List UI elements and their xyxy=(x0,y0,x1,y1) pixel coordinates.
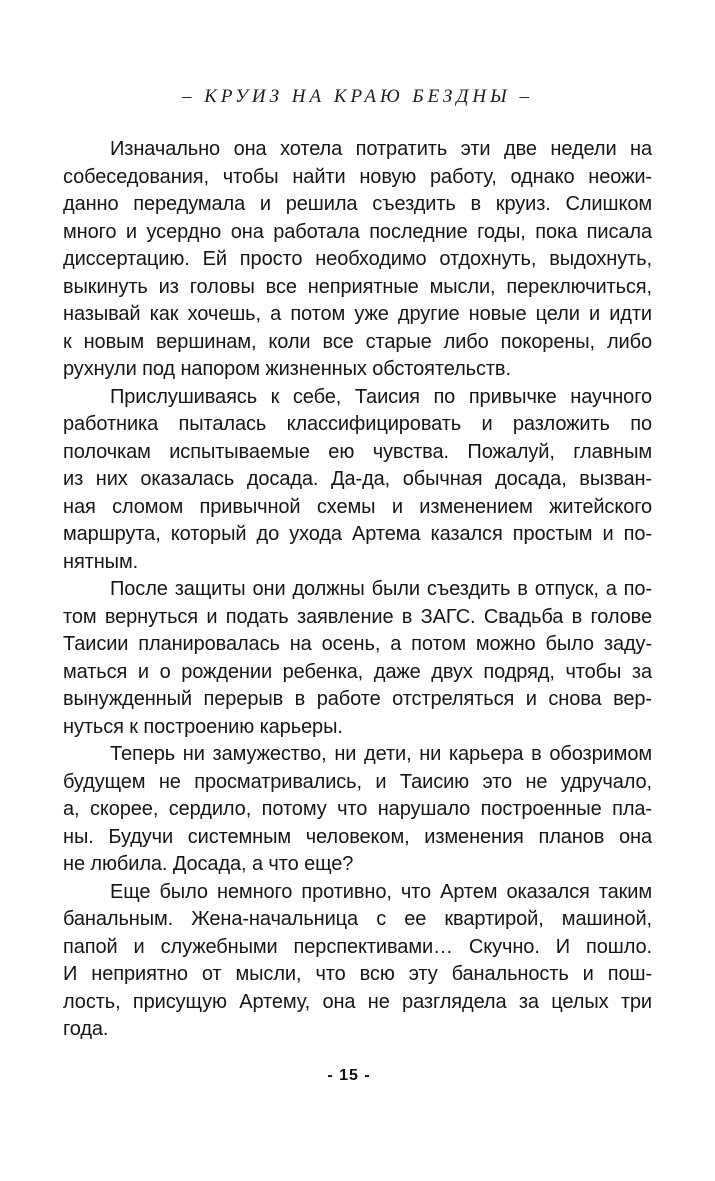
text-line: будущем не просматривались, и Таисию это не удручало, xyxy=(63,770,652,793)
text-line: нуться к построению карьеры. xyxy=(63,715,343,738)
text-line: из них оказалась досада. Да-да, обычная досада, вызван- xyxy=(63,468,652,490)
paragraph xyxy=(63,879,652,1044)
running-header: – КРУИЗ НА КРАЮ БЕЗДНЫ – xyxy=(182,86,533,107)
text-line: диссертацию. Ей просто необходимо отдохнуть, выдохнуть, xyxy=(63,248,652,270)
text-line: Еще было немного противно, что Артем оказался таким xyxy=(110,880,652,903)
text-line: ны. Будучи системным человеком, изменения планов она xyxy=(63,825,652,848)
text-line: не любила. Досада, а что еще? xyxy=(63,853,354,875)
text-line: работника пыталась классифицировать и разложить по xyxy=(63,413,652,435)
paragraph xyxy=(63,136,652,384)
text-line: лость, присущую Артему, она не разглядела за целых три xyxy=(63,990,652,1013)
text-line: Теперь ни замужество, ни дети, ни карьера в обозримом xyxy=(110,743,652,765)
text-line: к новым вершинам, коли все старые либо покорены, либо xyxy=(63,330,652,353)
text-line: называй как хочешь, а потом уже другие новые цели и идти xyxy=(63,303,652,325)
text-line: Прислушиваясь к себе, Таисия по привычке научного xyxy=(110,385,652,408)
text-line: нятным. xyxy=(63,550,139,573)
text-line: маться и о рождении ребенка, даже двух подряд, чтобы за xyxy=(63,660,652,683)
text-line: После защиты они должны были съездить в отпуск, а по- xyxy=(110,578,652,600)
text-line: ная сломом привычной схемы и изменением житейского xyxy=(63,495,652,518)
paragraph xyxy=(63,384,652,577)
text-line: рухнули под напором жизненных обстоятельств. xyxy=(63,358,511,380)
text-line: Таисии планировалась на осень, а потом можно было заду- xyxy=(63,633,652,655)
page-number: - 15 - xyxy=(327,1067,371,1084)
text-line: И неприятно от мысли, что всю эту банальность и пош- xyxy=(63,963,652,985)
paragraph xyxy=(63,741,652,879)
text-line: а, скорее, сердило, потому что нарушало построенные пла- xyxy=(63,798,652,820)
text-line: полочкам испытываемые ею чувства. Пожалуй, главным xyxy=(63,440,652,463)
text-line: вынужденный перерыв в работе отстреляться и снова вер- xyxy=(63,688,652,710)
text-line: папой и служебными перспективами… Скучно. И пошло. xyxy=(63,935,652,958)
text-line: том вернуться и подать заявление в ЗАГС. Свадьба в голове xyxy=(63,605,652,628)
page-text xyxy=(63,136,652,1044)
text-line: собеседования, чтобы найти новую работу, однако неожи- xyxy=(63,165,652,188)
text-line: выкинуть из головы все неприятные мысли, переключиться, xyxy=(63,275,652,298)
text-line: банальным. Жена-начальница с ее квартирой, машиной, xyxy=(63,908,652,930)
text-line: года. xyxy=(63,1018,109,1040)
text-line: маршрута, который до ухода Артема казался простым и по- xyxy=(63,523,652,545)
text-line: Изначально она хотела потратить эти две недели на xyxy=(110,138,652,160)
text-line: много и усердно она работала последние годы, пока писала xyxy=(63,220,652,243)
paragraph xyxy=(63,576,652,741)
text-line: данно передумала и решила съездить в круиз. Слишком xyxy=(63,193,652,215)
